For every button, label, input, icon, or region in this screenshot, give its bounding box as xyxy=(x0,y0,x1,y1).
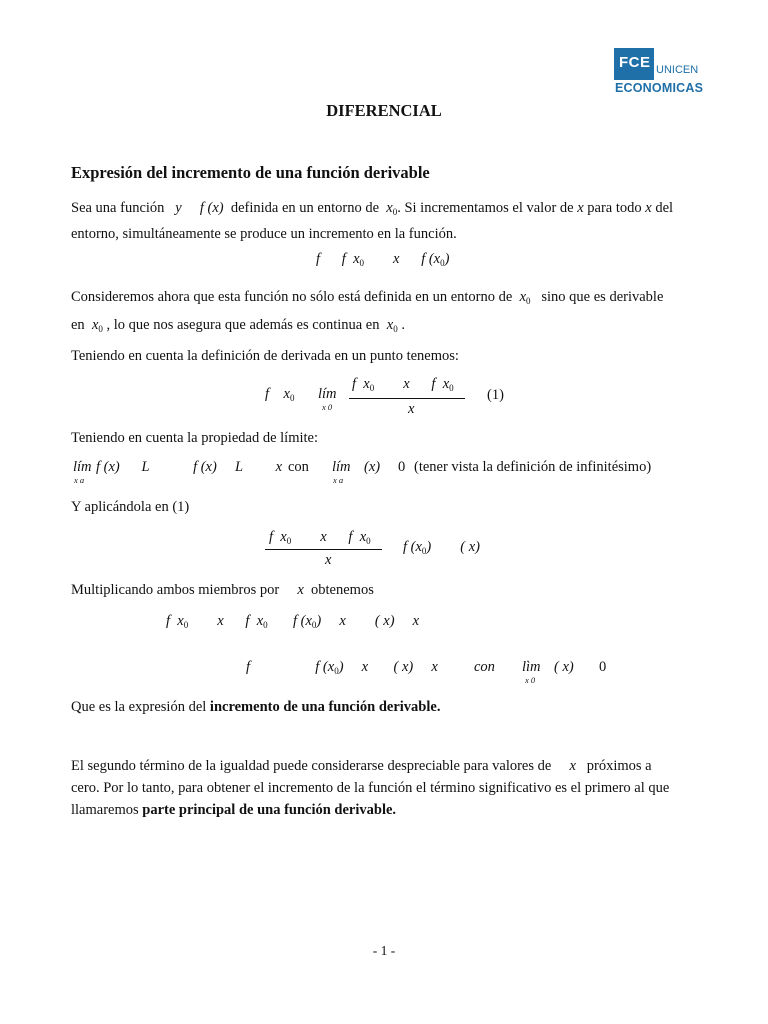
eq6-x2: x xyxy=(431,659,438,675)
eq4-fp: f (x xyxy=(403,539,422,555)
eq2-denominator: x xyxy=(408,401,415,417)
eq5-close: ) xyxy=(316,613,322,629)
p6-x: x xyxy=(297,582,304,598)
eq6-phi: ( x) xyxy=(393,659,414,675)
paragraph-limit-property: Teniendo en cuenta la propiedad de límite: xyxy=(71,430,319,446)
p6-a: Multiplicando ambos miembros por xyxy=(71,582,280,598)
eq4-nf1: f xyxy=(269,529,274,545)
p2-h: , lo que nos asegura que además es continua en xyxy=(106,317,380,333)
p1-a: Sea una función xyxy=(71,200,165,216)
eq2-lhs xyxy=(265,386,294,403)
eq6-close: ) xyxy=(338,659,344,675)
p7-bold: incremento de una función derivable. xyxy=(209,699,441,715)
p1-fx: f (x) xyxy=(199,200,224,216)
logo-fce-text: FCE xyxy=(619,54,651,71)
p1-g: . Si incrementamos el valor de xyxy=(397,200,578,216)
p8-x: x xyxy=(569,758,576,774)
p2-sub0: 0 xyxy=(526,296,531,306)
eq2-n02: 0 xyxy=(449,383,454,393)
p8-line2: cero. Por lo tanto, para obtener el incremento de la función el término significativo es el primero al que xyxy=(71,780,670,796)
paragraph-expression xyxy=(71,696,697,718)
eq4-numerator xyxy=(269,529,371,546)
eq4-nx2: x xyxy=(320,529,327,545)
eq2-nf1: f xyxy=(352,376,357,392)
p2-a: Consideremos ahora que esta función no sólo está definida en un entorno de xyxy=(71,289,513,305)
p2-d: sino que es derivable xyxy=(541,289,664,305)
eq3-lim2: lím xyxy=(332,459,351,475)
logo-unicen-text: UNICEN xyxy=(656,64,699,76)
paragraph-multiplying xyxy=(71,579,697,601)
section-heading: Expresión del incremento de una función derivable xyxy=(71,163,430,182)
eq1-sub0b: 0 xyxy=(440,258,445,268)
eq2-nf2: f xyxy=(431,376,436,392)
equation-increment xyxy=(316,251,449,268)
eq2-lim-sub: x 0 xyxy=(322,402,333,412)
eq2-sub0: 0 xyxy=(289,393,295,403)
eq2-nx3: x xyxy=(442,376,450,392)
eq2-n01: 0 xyxy=(369,383,375,393)
eq4-phi: ( x) xyxy=(460,539,480,555)
eq3-x: x xyxy=(275,459,283,475)
eq2-x: x xyxy=(283,386,290,402)
eq2-lim: lím xyxy=(318,386,337,402)
eq4-denominator: x xyxy=(325,552,332,568)
p1-d: definida en un entorno de xyxy=(230,200,380,216)
p2-sub0c: 0 xyxy=(393,324,398,334)
p2-k: . xyxy=(401,317,405,333)
p1-i: para todo xyxy=(583,200,646,216)
p1-y: y xyxy=(175,200,182,216)
eq5-x2: x xyxy=(217,613,224,629)
eq6-lim-sub: x 0 xyxy=(525,675,536,685)
equation-expanded xyxy=(166,613,419,630)
eq3-L1: L xyxy=(141,459,150,475)
eq3-lim: lím xyxy=(73,459,92,475)
eq6-z: 0 xyxy=(334,666,339,676)
p1-sub0: 0 xyxy=(392,207,398,217)
eq2-numerator xyxy=(352,376,454,393)
p7-a: Que es la expresión del xyxy=(71,699,210,715)
eq2-ref: (1) xyxy=(487,387,504,403)
paragraph-derivable xyxy=(71,285,697,341)
eq1-dx: x xyxy=(393,251,400,267)
eq2-fraction-bar xyxy=(349,398,465,399)
eq5-phi: ( x) xyxy=(374,613,395,629)
eq4-n01: 0 xyxy=(286,536,292,546)
eq3-lim2-sub: x a xyxy=(333,475,344,485)
p8-c: próximos a xyxy=(586,758,652,774)
eq3-note: (tener vista la definición de infinitésimo) xyxy=(414,459,652,475)
eq4-rhs xyxy=(403,539,480,556)
eq2-nx2: x xyxy=(403,376,410,392)
paragraph-intro xyxy=(71,197,697,245)
paragraph-definition: Teniendo en cuenta la definición de derivada en un punto tenemos: xyxy=(71,348,459,364)
p2-x2: x xyxy=(91,317,99,333)
eq3-phi: (x) xyxy=(364,459,381,475)
eq1-close: ) xyxy=(444,251,450,267)
logo-economicas-text: ECONOMICAS xyxy=(615,81,704,95)
eq3-body xyxy=(96,459,282,476)
eq3-lim-sub: x a xyxy=(74,475,85,485)
eq5-x5: x xyxy=(412,613,420,629)
eq1-f2: f xyxy=(341,251,346,267)
eq6-f: f xyxy=(246,659,251,675)
eq1-sub0: 0 xyxy=(359,258,364,268)
eq1-fx0: f (x xyxy=(421,251,441,267)
p1-k: del xyxy=(651,200,674,216)
eq2-f: f xyxy=(265,386,270,402)
eq4-sub0: 0 xyxy=(421,546,427,556)
page-number: - 1 - xyxy=(372,943,396,958)
p8-bold: parte principal de una función derivable. xyxy=(142,802,397,818)
p1-line2: entorno, simultáneamente se produce un incremento en la función. xyxy=(71,226,457,242)
p1-j: x xyxy=(645,200,652,216)
eq6-x1: x xyxy=(361,659,369,675)
eq6-con: con xyxy=(474,659,495,675)
p2-x: x xyxy=(519,289,527,305)
eq3-con: con xyxy=(288,459,309,475)
eq3-L2: L xyxy=(234,459,244,475)
eq3-fx: f (x) xyxy=(96,459,120,475)
p8-line3a: llamaremos xyxy=(71,802,143,818)
p1-h: x xyxy=(577,200,584,216)
eq6-zero: 0 xyxy=(599,659,607,675)
eq1-f: f xyxy=(316,251,321,267)
p8-a: El segundo término de la igualdad puede considerarse despreciable para valores de xyxy=(71,758,552,774)
eq5-x3: x xyxy=(256,613,264,629)
eq5-f1: f xyxy=(166,613,171,629)
eq5-fp: f (x xyxy=(293,613,312,629)
paragraph-principal-part xyxy=(71,755,697,821)
eq4-close: ) xyxy=(426,539,432,555)
page-title: DIFERENCIAL xyxy=(326,101,442,120)
p2-sub0b: 0 xyxy=(98,324,103,334)
p2-x3: x xyxy=(386,317,394,333)
p1-x: x xyxy=(386,200,393,216)
eq1-x: x xyxy=(353,251,360,267)
eq5-x1: x xyxy=(177,613,184,629)
eq4-nx3: x xyxy=(359,529,367,545)
eq5-x4: x xyxy=(339,613,346,629)
eq5-z2: 0 xyxy=(263,620,268,630)
eq5-z1: 0 xyxy=(183,620,189,630)
eq4-nf2: f xyxy=(348,529,353,545)
eq6-lim: lìm xyxy=(522,659,541,675)
eq6-body xyxy=(246,659,438,676)
eq4-n02: 0 xyxy=(366,536,371,546)
eq5-z3: 0 xyxy=(311,620,317,630)
p6-c: obtenemos xyxy=(311,582,374,598)
eq5-f2: f xyxy=(245,613,250,629)
eq6-phi2: ( x) xyxy=(554,659,574,675)
eq2-nx1: x xyxy=(363,376,370,392)
eq4-nx1: x xyxy=(280,529,287,545)
paragraph-applying: Y aplicándola en (1) xyxy=(71,499,190,515)
eq6-fp: f (x xyxy=(315,659,335,675)
p2-e: en xyxy=(71,317,85,333)
eq4-fraction-bar xyxy=(265,549,382,550)
eq3-fx2: f (x) xyxy=(193,459,217,475)
eq3-zero: 0 xyxy=(398,459,406,475)
